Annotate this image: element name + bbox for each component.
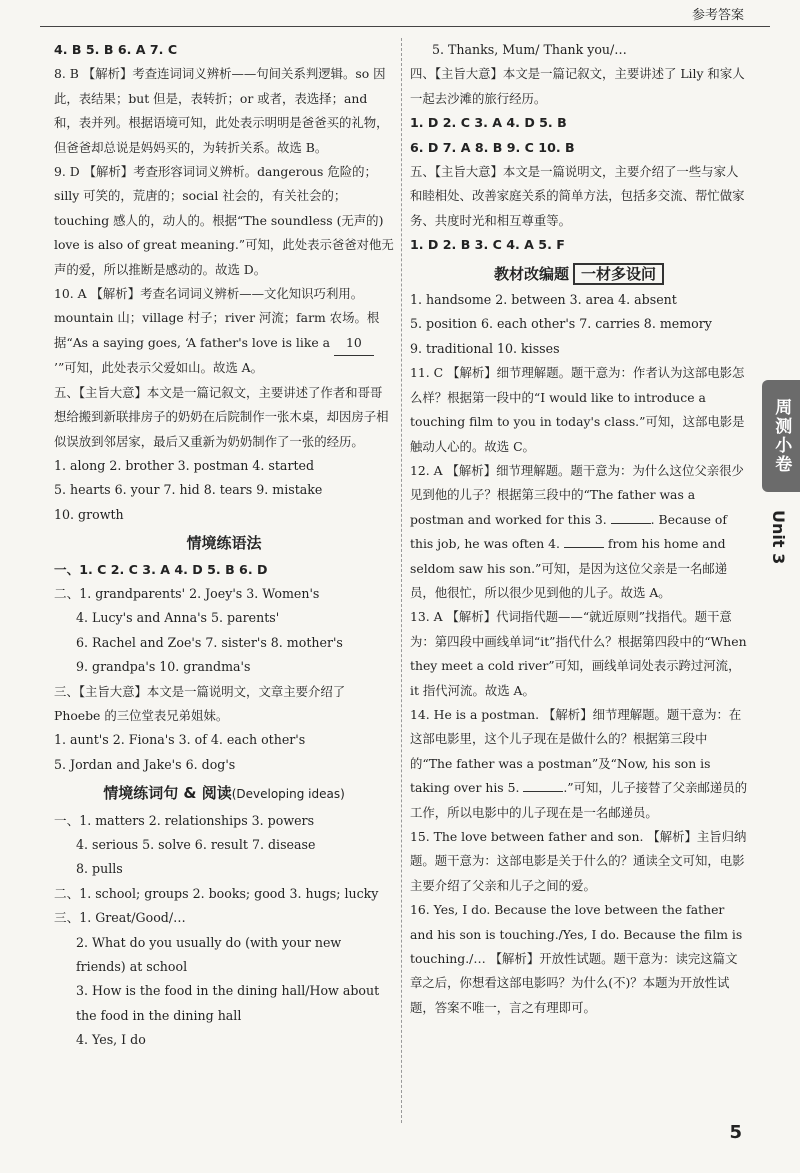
answer-line: 一、1. C 2. C 3. A 4. D 5. B 6. D — [54, 561, 268, 577]
answer-line: 4. Lucy's and Anna's 5. parents' — [76, 610, 280, 626]
column-divider — [401, 38, 402, 1123]
answer-line: 5. Jordan and Jake's 6. dog's — [54, 756, 236, 772]
answer-line: 4. B 5. B 6. A 7. C — [54, 42, 178, 57]
answer-line: 15. The love between father and son. 【解析】主旨归纳题。题干意为：这部电影是关于什么的？通读全文可知，电影主要介绍了父亲和儿子之间的爱。 — [410, 829, 747, 893]
answer-line: 四、【主旨大意】本文是一篇记叙文，主要讲述了 Lily 和家人一起去沙滩的旅行经历。 — [410, 66, 745, 106]
section-tag: 一材多设问 — [573, 263, 664, 285]
answer-line: 1. along 2. brother 3. postman 4. started — [54, 457, 315, 473]
answer-line: 12. A 【解析】细节理解题。题干意为：为什么这位父亲很少见到他的儿子？根据第三段中的“The father was a postman and worked for this 3. . Because of this job, he was often 4. from his home and seldom saw his son.”可知，是因为这位父亲是一名邮递员，他很忙，所以很少见到他的儿子。故选 A。 — [410, 462, 744, 600]
answer-blank — [564, 547, 604, 548]
answer-line: 4. serious 5. solve 6. result 7. disease — [76, 837, 316, 852]
answer-line: 9. traditional 10. kisses — [410, 340, 560, 356]
answer-line: 二、1. grandparents' 2. Joey's 3. Women's — [54, 585, 320, 601]
answer-line: 9. D 【解析】考查形容词词义辨析。dangerous 危险的；silly 可笑的，荒唐的；social 社会的，有关社会的；touching 感人的，动人的。根据“The soundless (无声的) love is also of great meaning.”可知，此处表示爸爸对他无声的爱，所以推断是感动的。故选 D。 — [54, 164, 394, 277]
answer-line: 13. A 【解析】代词指代题——“就近原则”找指代。题干意为：第四段中画线单词“it”指代什么？根据第四段中的“When they meet a cold river”可知，画线单词处表示跨过河流，it 指代河流。故选 A。 — [410, 609, 747, 698]
unit-label: Unit 3 — [769, 510, 788, 565]
header-rule — [40, 26, 770, 27]
answer-line: 8. B 【解析】考查连词词义辨析——句间关系判逻辑。so 因此，表结果；but 但是，表转折；or 或者，表选择；and 和，表并列。根据语境可知，此处表示明明是爸爸买的礼物，但爸爸却总说是妈妈买的，为转折关系。故选 B。 — [54, 66, 389, 155]
left-column — [54, 38, 394, 1053]
answer-line: 4. Yes, I do — [76, 1032, 146, 1048]
answer-line: 10. growth — [54, 506, 124, 522]
answer-line: 6. D 7. A 8. B 9. C 10. B — [410, 139, 575, 155]
answer-line: 11. C 【解析】细节理解题。题干意为：作者认为这部电影怎么样？根据第一段中的“I would like to introduce a touching film to you in today's class.”可知，这部电影是触动人心的。故选 C。 — [410, 365, 745, 454]
answer-line: 10. A 【解析】考查名词词义辨析——文化知识巧利用。mountain 山；village 村子；river 河流；farm 农场。根据“As a saying goes, ‘A father's love is like a 10’”可知，此处表示父爱如山。故选 A。 — [54, 286, 380, 376]
answer-line: 5. Thanks, Mum/ Thank you/… — [432, 42, 627, 57]
answer-line: 1. aunt's 2. Fiona's 3. of 4. each other's — [54, 732, 306, 748]
answer-line: 1. handsome 2. between 3. area 4. absent — [410, 292, 677, 308]
answer-blank — [611, 523, 651, 524]
answer-line: 一、1. matters 2. relationships 3. powers — [54, 812, 315, 828]
answer-line: 三、【主旨大意】本文是一篇说明文，文章主要介绍了 Phoebe 的三位堂表兄弟姐妹。 — [54, 683, 346, 723]
answer-line: 三、1. Great/Good/… — [54, 910, 186, 926]
answer-line: 14. He is a postman. 【解析】细节理解题。题干意为：在这部电影里，这个儿子现在是做什么的？根据第三段中的“The father was a postman”及“Now, his son is taking over his 5. .”可知，儿子接替了父亲邮递员的工作，所以电影中的儿子现在是一名邮递员。 — [410, 706, 748, 820]
answer-line: 5. hearts 6. your 7. hid 8. tears 9. mistake — [54, 482, 323, 498]
answer-line: 5. position 6. each other's 7. carries 8. memory — [410, 316, 712, 332]
answer-line: 3. How is the food in the dining hall/How about the food in the dining hall — [76, 983, 380, 1023]
right-column — [410, 38, 748, 1020]
answer-line: 五、【主旨大意】本文是一篇记叙文，主要讲述了作者和哥哥想给搬到新联排房子的奶奶在后院制作一张木桌，却因房子相似误放到邻居家，最后又重新为奶奶制作了一张的经历。 — [54, 384, 389, 449]
answer-line: 1. D 2. C 3. A 4. D 5. B — [410, 115, 567, 131]
answer-line: 2. What do you usually do (with your new friends) at school — [76, 934, 342, 975]
section-title: 教材改编题 一材多设问 — [410, 262, 748, 286]
answer-line: 6. Rachel and Zoe's 7. sister's 8. mother's — [76, 634, 343, 650]
answer-line: 9. grandpa's 10. grandma's — [76, 659, 251, 675]
answer-line: 二、1. school; groups 2. books; good 3. hugs; lucky — [54, 885, 379, 901]
page-number: 5 — [729, 1121, 742, 1143]
side-tab: 周测小卷 — [762, 380, 800, 492]
answer-blank: 10 — [334, 331, 374, 356]
answer-blank — [523, 791, 563, 792]
page-header-title: 参考答案 — [691, 8, 744, 23]
answer-line: 五、【主旨大意】本文是一篇说明文，主要介绍了一些与家人和睦相处、改善家庭关系的简单方法，包括多交流、帮忙做家务、共度时光和相互尊重等。 — [410, 164, 745, 228]
answer-line: 16. Yes, I do. Because the love between the father and his son is touching./Yes, I do. Because the film is touching./… 【解析】开放性试题。题干意为：读完这篇文章之后，你想看这部电影吗？为什么(不)？本题为开放性试题，答案不唯一，言之有理即可。 — [410, 902, 743, 1015]
section-title: 情境练词句 & 阅读(Developing ideas) — [103, 784, 345, 803]
answer-line: 1. D 2. B 3. C 4. A 5. F — [410, 237, 565, 253]
answer-line: 8. pulls — [76, 861, 123, 877]
section-title: 情境练语法 — [186, 534, 262, 553]
